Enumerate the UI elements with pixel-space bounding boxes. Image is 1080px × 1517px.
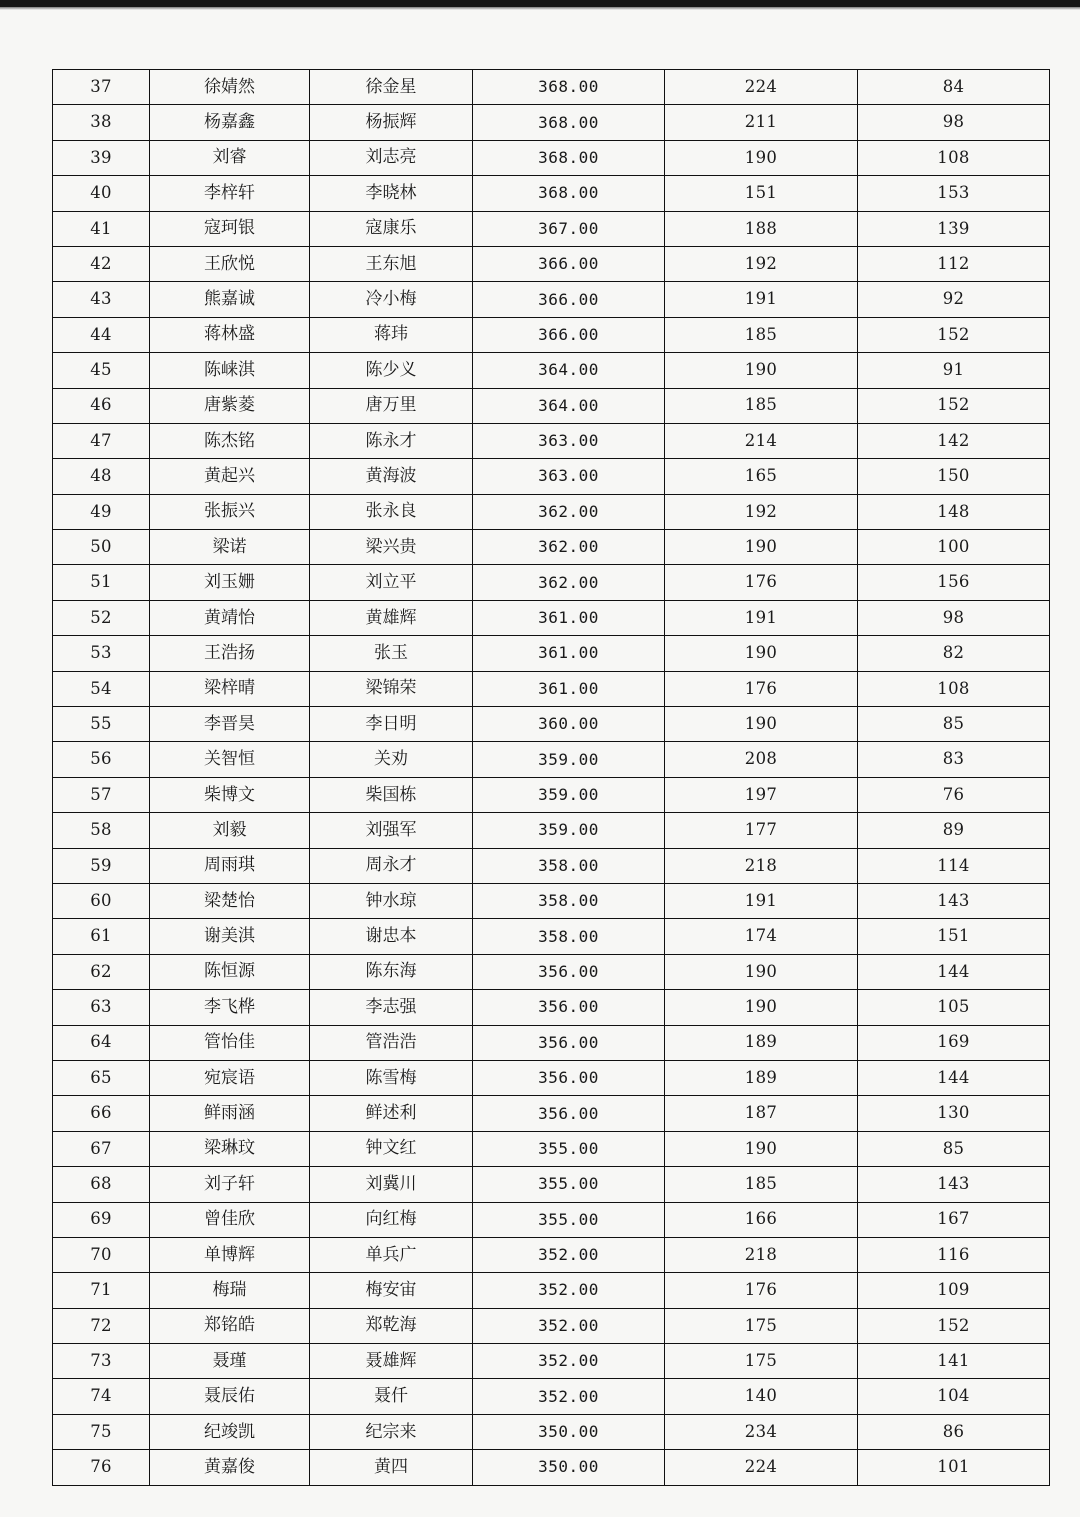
student-name: 宛宸语 (150, 1060, 310, 1095)
table-row (53, 1167, 1050, 1202)
student-name: 周雨琪 (150, 848, 310, 883)
total-score: 363.00 (473, 423, 665, 458)
guardian-name: 刘冀川 (310, 1167, 473, 1202)
guardian-name: 柴国栋 (310, 777, 473, 812)
row-number: 60 (53, 883, 150, 918)
value-b: 104 (858, 1379, 1050, 1414)
row-number: 52 (53, 600, 150, 635)
total-score: 358.00 (473, 883, 665, 918)
scan-edge-shadow (0, 7, 1080, 10)
table-row (53, 1060, 1050, 1095)
value-a: 190 (665, 353, 858, 388)
value-b: 91 (858, 353, 1050, 388)
row-number: 66 (53, 1096, 150, 1131)
student-name: 寇珂银 (150, 211, 310, 246)
value-b: 143 (858, 883, 1050, 918)
total-score: 352.00 (473, 1344, 665, 1379)
row-number: 39 (53, 140, 150, 175)
value-b: 85 (858, 707, 1050, 742)
student-name: 徐婧然 (150, 70, 310, 105)
total-score: 358.00 (473, 848, 665, 883)
guardian-name: 向红梅 (310, 1202, 473, 1237)
value-b: 130 (858, 1096, 1050, 1131)
guardian-name: 杨振辉 (310, 105, 473, 140)
value-b: 105 (858, 990, 1050, 1025)
student-name: 柴博文 (150, 777, 310, 812)
table-row (53, 1025, 1050, 1060)
table-row (53, 636, 1050, 671)
total-score: 352.00 (473, 1379, 665, 1414)
row-number: 64 (53, 1025, 150, 1060)
student-name: 李梓轩 (150, 176, 310, 211)
total-score: 368.00 (473, 176, 665, 211)
value-a: 177 (665, 813, 858, 848)
student-name: 李飞桦 (150, 990, 310, 1025)
scan-top-edge (0, 0, 1080, 7)
guardian-name: 陈永才 (310, 423, 473, 458)
guardian-name: 蒋玮 (310, 317, 473, 352)
row-number: 61 (53, 919, 150, 954)
guardian-name: 黄海波 (310, 459, 473, 494)
table-row (53, 353, 1050, 388)
guardian-name: 刘强军 (310, 813, 473, 848)
student-name: 熊嘉诚 (150, 282, 310, 317)
value-b: 152 (858, 317, 1050, 352)
student-name: 张振兴 (150, 494, 310, 529)
table-row (53, 1344, 1050, 1379)
row-number: 73 (53, 1344, 150, 1379)
value-a: 174 (665, 919, 858, 954)
student-name: 聂瑾 (150, 1344, 310, 1379)
student-name: 陈恒源 (150, 954, 310, 989)
guardian-name: 鲜述利 (310, 1096, 473, 1131)
student-name: 谢美淇 (150, 919, 310, 954)
value-a: 224 (665, 1450, 858, 1485)
value-a: 192 (665, 494, 858, 529)
table-row (53, 211, 1050, 246)
table-row (53, 813, 1050, 848)
table-row (53, 423, 1050, 458)
total-score: 355.00 (473, 1131, 665, 1166)
total-score: 366.00 (473, 246, 665, 281)
value-b: 98 (858, 105, 1050, 140)
table-row (53, 1414, 1050, 1449)
value-b: 83 (858, 742, 1050, 777)
value-a: 197 (665, 777, 858, 812)
value-b: 153 (858, 176, 1050, 211)
guardian-name: 陈东海 (310, 954, 473, 989)
value-b: 156 (858, 565, 1050, 600)
value-a: 176 (665, 671, 858, 706)
guardian-name: 黄雄辉 (310, 600, 473, 635)
value-a: 208 (665, 742, 858, 777)
row-number: 71 (53, 1273, 150, 1308)
value-a: 224 (665, 70, 858, 105)
value-a: 185 (665, 388, 858, 423)
table-row (53, 1096, 1050, 1131)
student-name: 纪竣凯 (150, 1414, 310, 1449)
row-number: 44 (53, 317, 150, 352)
total-score: 368.00 (473, 105, 665, 140)
value-b: 141 (858, 1344, 1050, 1379)
guardian-name: 钟文红 (310, 1131, 473, 1166)
value-a: 214 (665, 423, 858, 458)
total-score: 364.00 (473, 353, 665, 388)
guardian-name: 聂雄辉 (310, 1344, 473, 1379)
student-name: 刘玉姗 (150, 565, 310, 600)
table-row (53, 919, 1050, 954)
row-number: 42 (53, 246, 150, 281)
student-name: 梁诺 (150, 530, 310, 565)
student-name: 李晋昊 (150, 707, 310, 742)
total-score: 359.00 (473, 742, 665, 777)
total-score: 366.00 (473, 317, 665, 352)
total-score: 356.00 (473, 990, 665, 1025)
value-b: 152 (858, 388, 1050, 423)
value-a: 175 (665, 1344, 858, 1379)
table-row (53, 1237, 1050, 1272)
table-body (53, 70, 1050, 1486)
value-a: 165 (665, 459, 858, 494)
guardian-name: 聂仟 (310, 1379, 473, 1414)
guardian-name: 关劝 (310, 742, 473, 777)
value-a: 189 (665, 1025, 858, 1060)
student-name: 陈杰铭 (150, 423, 310, 458)
row-number: 40 (53, 176, 150, 211)
table-row (53, 140, 1050, 175)
value-a: 188 (665, 211, 858, 246)
total-score: 350.00 (473, 1450, 665, 1485)
row-number: 62 (53, 954, 150, 989)
student-name: 王欣悦 (150, 246, 310, 281)
table-row (53, 317, 1050, 352)
value-b: 169 (858, 1025, 1050, 1060)
row-number: 47 (53, 423, 150, 458)
guardian-name: 刘立平 (310, 565, 473, 600)
value-a: 187 (665, 1096, 858, 1131)
total-score: 362.00 (473, 494, 665, 529)
value-a: 211 (665, 105, 858, 140)
row-number: 46 (53, 388, 150, 423)
student-name: 黄嘉俊 (150, 1450, 310, 1485)
student-name: 梁梓晴 (150, 671, 310, 706)
guardian-name: 王东旭 (310, 246, 473, 281)
student-name: 郑铭皓 (150, 1308, 310, 1343)
value-a: 218 (665, 848, 858, 883)
guardian-name: 钟水琼 (310, 883, 473, 918)
value-a: 234 (665, 1414, 858, 1449)
student-name: 梁琳玟 (150, 1131, 310, 1166)
value-b: 84 (858, 70, 1050, 105)
row-number: 72 (53, 1308, 150, 1343)
student-name: 刘子轩 (150, 1167, 310, 1202)
total-score: 355.00 (473, 1202, 665, 1237)
row-number: 41 (53, 211, 150, 246)
value-a: 140 (665, 1379, 858, 1414)
student-name: 曾佳欣 (150, 1202, 310, 1237)
value-b: 143 (858, 1167, 1050, 1202)
total-score: 359.00 (473, 777, 665, 812)
table-row (53, 954, 1050, 989)
guardian-name: 陈雪梅 (310, 1060, 473, 1095)
row-number: 63 (53, 990, 150, 1025)
table-row (53, 246, 1050, 281)
value-b: 92 (858, 282, 1050, 317)
guardian-name: 徐金星 (310, 70, 473, 105)
guardian-name: 纪宗来 (310, 1414, 473, 1449)
table-row (53, 105, 1050, 140)
row-number: 53 (53, 636, 150, 671)
student-name: 黄靖怡 (150, 600, 310, 635)
guardian-name: 陈少义 (310, 353, 473, 388)
row-number: 69 (53, 1202, 150, 1237)
table-row (53, 70, 1050, 105)
value-a: 191 (665, 282, 858, 317)
row-number: 37 (53, 70, 150, 105)
row-number: 68 (53, 1167, 150, 1202)
value-b: 150 (858, 459, 1050, 494)
value-b: 85 (858, 1131, 1050, 1166)
value-b: 86 (858, 1414, 1050, 1449)
value-a: 191 (665, 883, 858, 918)
value-a: 192 (665, 246, 858, 281)
guardian-name: 黄四 (310, 1450, 473, 1485)
row-number: 76 (53, 1450, 150, 1485)
value-a: 190 (665, 707, 858, 742)
value-a: 189 (665, 1060, 858, 1095)
row-number: 57 (53, 777, 150, 812)
value-b: 82 (858, 636, 1050, 671)
value-b: 114 (858, 848, 1050, 883)
student-name: 王浩扬 (150, 636, 310, 671)
row-number: 38 (53, 105, 150, 140)
student-name: 刘睿 (150, 140, 310, 175)
value-a: 190 (665, 990, 858, 1025)
table-row (53, 494, 1050, 529)
value-b: 98 (858, 600, 1050, 635)
row-number: 49 (53, 494, 150, 529)
score-table (52, 69, 1050, 1486)
row-number: 65 (53, 1060, 150, 1095)
student-name: 聂辰佑 (150, 1379, 310, 1414)
value-a: 175 (665, 1308, 858, 1343)
value-b: 139 (858, 211, 1050, 246)
guardian-name: 李日明 (310, 707, 473, 742)
total-score: 367.00 (473, 211, 665, 246)
value-b: 151 (858, 919, 1050, 954)
total-score: 352.00 (473, 1308, 665, 1343)
value-b: 89 (858, 813, 1050, 848)
row-number: 59 (53, 848, 150, 883)
guardian-name: 周永才 (310, 848, 473, 883)
total-score: 361.00 (473, 671, 665, 706)
total-score: 356.00 (473, 1060, 665, 1095)
table-row (53, 777, 1050, 812)
table-row (53, 388, 1050, 423)
total-score: 360.00 (473, 707, 665, 742)
value-a: 190 (665, 954, 858, 989)
row-number: 51 (53, 565, 150, 600)
total-score: 361.00 (473, 600, 665, 635)
student-name: 梁楚怡 (150, 883, 310, 918)
row-number: 74 (53, 1379, 150, 1414)
value-a: 176 (665, 565, 858, 600)
guardian-name: 张玉 (310, 636, 473, 671)
student-name: 杨嘉鑫 (150, 105, 310, 140)
value-b: 152 (858, 1308, 1050, 1343)
student-name: 刘毅 (150, 813, 310, 848)
student-name: 蒋林盛 (150, 317, 310, 352)
total-score: 356.00 (473, 1096, 665, 1131)
total-score: 363.00 (473, 459, 665, 494)
row-number: 48 (53, 459, 150, 494)
student-name: 梅瑞 (150, 1273, 310, 1308)
value-b: 108 (858, 140, 1050, 175)
student-name: 管怡佳 (150, 1025, 310, 1060)
table-row (53, 1131, 1050, 1166)
value-a: 190 (665, 140, 858, 175)
value-a: 190 (665, 530, 858, 565)
table-row (53, 990, 1050, 1025)
student-name: 黄起兴 (150, 459, 310, 494)
table-row (53, 176, 1050, 211)
guardian-name: 李晓林 (310, 176, 473, 211)
row-number: 55 (53, 707, 150, 742)
table-row (53, 1450, 1050, 1485)
row-number: 50 (53, 530, 150, 565)
row-number: 54 (53, 671, 150, 706)
value-b: 144 (858, 1060, 1050, 1095)
row-number: 45 (53, 353, 150, 388)
value-a: 185 (665, 1167, 858, 1202)
row-number: 56 (53, 742, 150, 777)
guardian-name: 李志强 (310, 990, 473, 1025)
table-row (53, 459, 1050, 494)
value-b: 112 (858, 246, 1050, 281)
total-score: 356.00 (473, 954, 665, 989)
table-row (53, 742, 1050, 777)
table-row (53, 883, 1050, 918)
student-name: 陈崃淇 (150, 353, 310, 388)
total-score: 352.00 (473, 1237, 665, 1272)
value-a: 166 (665, 1202, 858, 1237)
student-name: 关智恒 (150, 742, 310, 777)
student-name: 唐紫菱 (150, 388, 310, 423)
value-a: 190 (665, 636, 858, 671)
student-name: 单博辉 (150, 1237, 310, 1272)
total-score: 352.00 (473, 1273, 665, 1308)
value-a: 185 (665, 317, 858, 352)
total-score: 362.00 (473, 565, 665, 600)
value-b: 167 (858, 1202, 1050, 1237)
guardian-name: 梁锦荣 (310, 671, 473, 706)
guardian-name: 管浩浩 (310, 1025, 473, 1060)
guardian-name: 梁兴贵 (310, 530, 473, 565)
total-score: 358.00 (473, 919, 665, 954)
guardian-name: 寇康乐 (310, 211, 473, 246)
guardian-name: 郑乾海 (310, 1308, 473, 1343)
table-row (53, 600, 1050, 635)
value-a: 218 (665, 1237, 858, 1272)
table-row (53, 282, 1050, 317)
row-number: 43 (53, 282, 150, 317)
table-row (53, 530, 1050, 565)
total-score: 368.00 (473, 70, 665, 105)
table-row (53, 1202, 1050, 1237)
row-number: 67 (53, 1131, 150, 1166)
value-a: 151 (665, 176, 858, 211)
guardian-name: 唐万里 (310, 388, 473, 423)
value-a: 176 (665, 1273, 858, 1308)
value-b: 109 (858, 1273, 1050, 1308)
value-b: 116 (858, 1237, 1050, 1272)
table-row (53, 1379, 1050, 1414)
guardian-name: 谢忠本 (310, 919, 473, 954)
value-b: 144 (858, 954, 1050, 989)
total-score: 364.00 (473, 388, 665, 423)
guardian-name: 梅安宙 (310, 1273, 473, 1308)
total-score: 350.00 (473, 1414, 665, 1449)
table-row (53, 707, 1050, 742)
value-a: 191 (665, 600, 858, 635)
table-row (53, 565, 1050, 600)
value-b: 100 (858, 530, 1050, 565)
table-row (53, 1308, 1050, 1343)
value-b: 108 (858, 671, 1050, 706)
total-score: 356.00 (473, 1025, 665, 1060)
row-number: 58 (53, 813, 150, 848)
student-name: 鲜雨涵 (150, 1096, 310, 1131)
total-score: 355.00 (473, 1167, 665, 1202)
guardian-name: 冷小梅 (310, 282, 473, 317)
total-score: 368.00 (473, 140, 665, 175)
table-row (53, 848, 1050, 883)
value-b: 142 (858, 423, 1050, 458)
total-score: 359.00 (473, 813, 665, 848)
guardian-name: 张永良 (310, 494, 473, 529)
row-number: 75 (53, 1414, 150, 1449)
table-row (53, 1273, 1050, 1308)
table-row (53, 671, 1050, 706)
ranking-sheet (52, 69, 1050, 1486)
guardian-name: 刘志亮 (310, 140, 473, 175)
value-b: 76 (858, 777, 1050, 812)
guardian-name: 单兵广 (310, 1237, 473, 1272)
total-score: 361.00 (473, 636, 665, 671)
value-a: 190 (665, 1131, 858, 1166)
row-number: 70 (53, 1237, 150, 1272)
total-score: 362.00 (473, 530, 665, 565)
value-b: 101 (858, 1450, 1050, 1485)
total-score: 366.00 (473, 282, 665, 317)
value-b: 148 (858, 494, 1050, 529)
